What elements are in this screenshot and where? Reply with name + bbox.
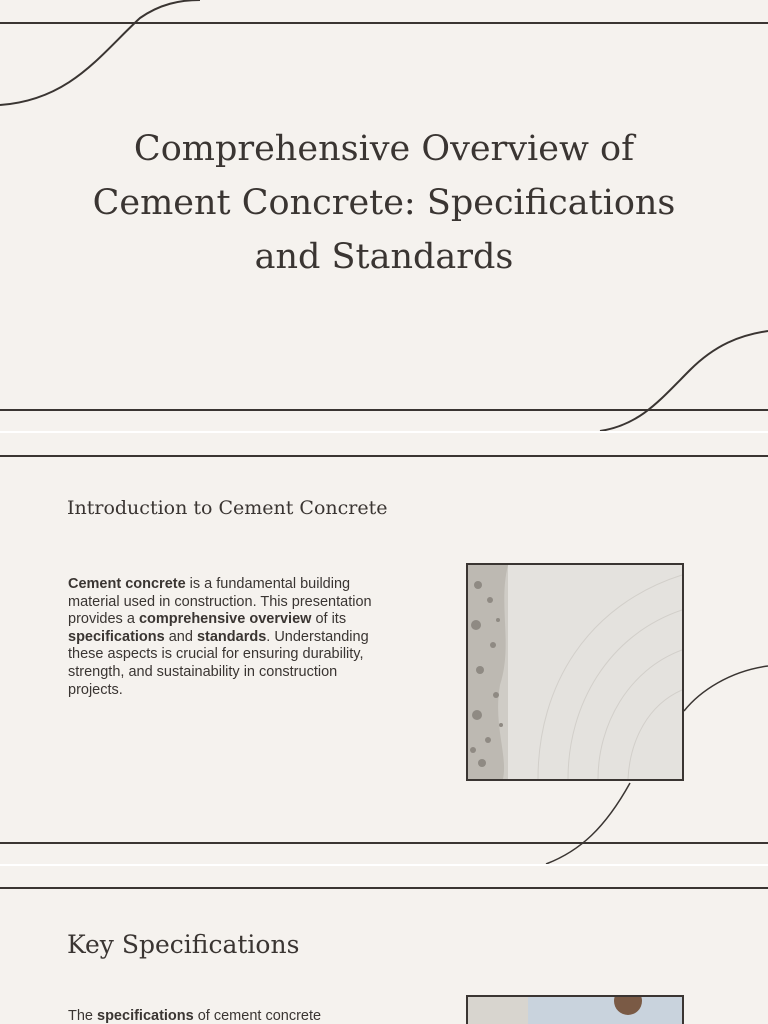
emphasis: Cement concrete <box>68 576 186 592</box>
title-slide <box>0 0 768 431</box>
text-run: and <box>164 628 197 645</box>
section-heading: Key Specifications <box>67 930 300 959</box>
emphasis: specifications <box>97 1008 194 1024</box>
bottom-right-curve <box>600 331 768 431</box>
emphasis: comprehensive overview <box>138 611 312 628</box>
text-run: is a fundamental building material used in construction. This presentation provides a <box>68 576 372 628</box>
introduction-slide <box>0 433 768 864</box>
bottom-curve <box>546 783 630 864</box>
text-run: The <box>68 1008 98 1024</box>
engineer-photo <box>466 995 684 1024</box>
text-run: of its <box>311 611 347 628</box>
emphasis: standards <box>196 628 267 645</box>
emphasis: specifications <box>68 628 165 645</box>
concrete-texture-image <box>466 563 684 781</box>
section-heading: Introduction to Cement Concrete <box>67 497 388 519</box>
page-title: Comprehensive Overview of Cement Concrete: Specifications and Standards <box>92 129 676 277</box>
specifications-slide <box>0 866 768 1024</box>
specifications-paragraph <box>68 1008 388 1024</box>
intro-paragraph <box>68 576 388 699</box>
text-run: . Understanding these aspects is crucial for ensuring durability, strength, and sustainability in construction projects. <box>68 628 369 698</box>
top-left-curve <box>0 0 200 105</box>
right-curve <box>684 666 768 711</box>
text-run: of cement concrete <box>193 1008 322 1024</box>
